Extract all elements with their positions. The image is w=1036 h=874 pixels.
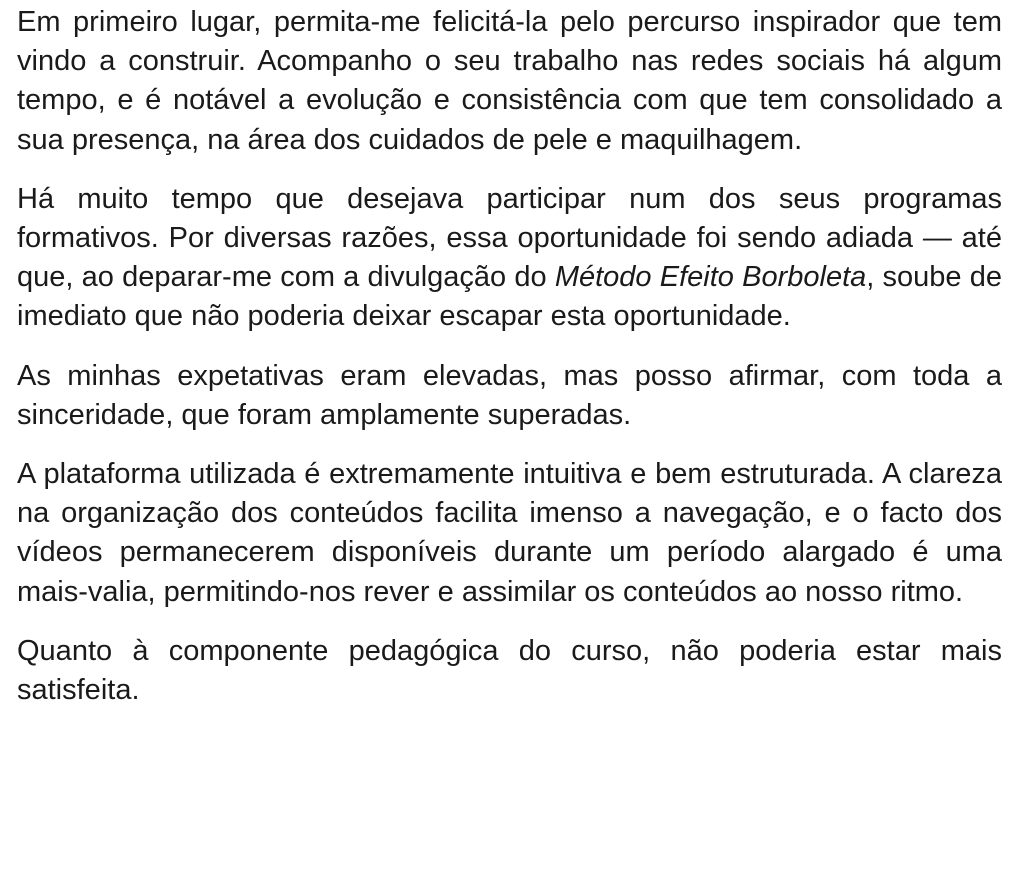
paragraph-2-text-after: , soube de imediato que não poderia deixar escapar esta oportunidade.	[17, 261, 1002, 333]
paragraph-4: A plataforma utilizada é extremamente intuitiva e bem estruturada. A clareza na organização dos conteúdos facilita imenso a navegação, e o facto dos vídeos permanecerem disponíveis durante um período alargado é uma mais-valia, permitindo-nos rever e assimilar os conteúdos ao nosso ritmo.	[17, 458, 1002, 608]
paragraph-3: As minhas expetativas eram elevadas, mas posso afirmar, com toda a sinceridade, que foram amplamente superadas.	[17, 359, 1002, 431]
program-name-emphasis: Método Efeito Borboleta	[554, 261, 867, 294]
paragraph-5: Quanto à componente pedagógica do curso, não poderia estar mais satisfeita.	[17, 634, 1002, 707]
paragraph-1: Em primeiro lugar, permita-me felicitá-la pelo percurso inspirador que tem vindo a construir. Acompanho o seu trabalho nas redes sociais há algum tempo, e é notável a evolução e consistência com que tem consolidado a sua presença, na área dos cuidados de pele e maquilhagem.	[17, 6, 1002, 156]
testimonial-text	[17, 3, 1002, 730]
paragraph-2	[17, 180, 1002, 337]
paragraph-2-text-before: Há muito tempo que desejava participar num dos seus programas formativos. Por diversas razões, essa oportunidade foi sendo adiada — até que, ao deparar-me com a divulgação do	[17, 182, 1002, 294]
